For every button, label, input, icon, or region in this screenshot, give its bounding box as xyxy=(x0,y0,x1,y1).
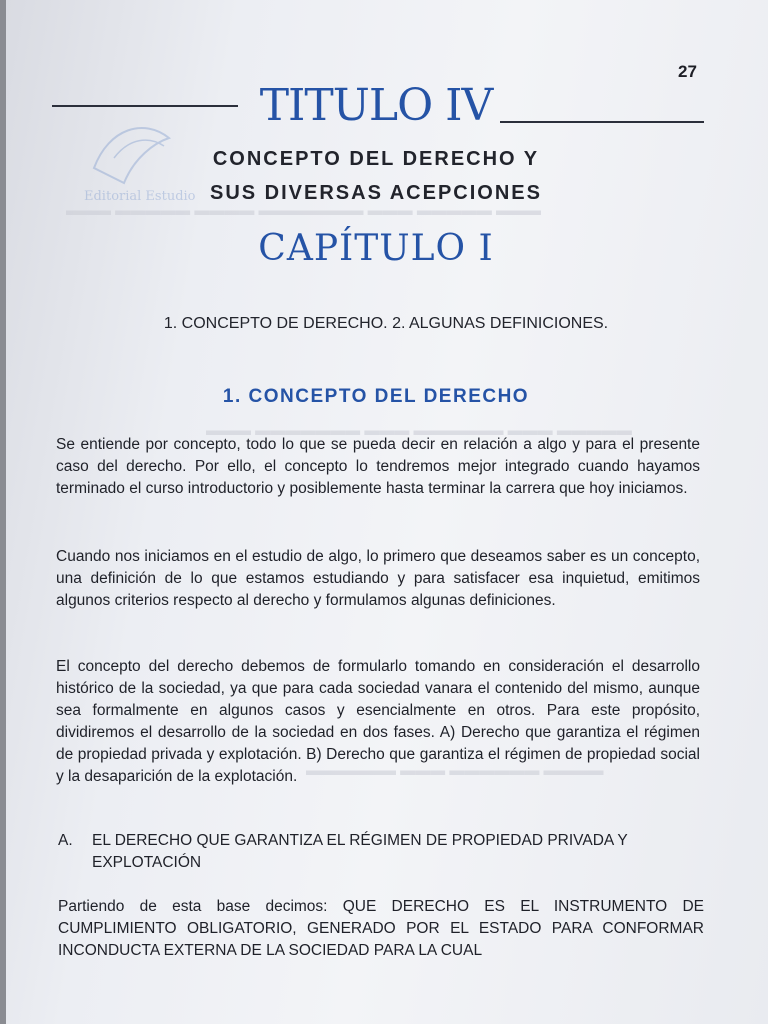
chapter-title: CAPÍTULO I xyxy=(258,228,494,269)
svg-text:Editorial Estudio: Editorial Estudio xyxy=(84,189,196,204)
list-item-text: EL DERECHO QUE GARANTIZA EL RÉGIMEN DE PROPIEDAD PRIVADA Y EXPLOTACIÓN xyxy=(92,832,628,871)
bleed-through-text: ▬▬▬ ▬▬▬▬▬ ▬▬▬ ▬▬▬▬▬▬▬ ▬▬▬▬ ▬▬▬▬▬ ▬▬▬ xyxy=(66,202,542,219)
list-item-a xyxy=(58,830,703,874)
bleed-through-text: ▬▬▬▬▬ ▬▬▬ ▬▬▬▬▬▬ ▬▬▬ ▬▬▬▬▬▬▬ ▬▬▬ xyxy=(206,422,632,439)
part-title: TITULO IV xyxy=(259,80,493,131)
paragraph-2: Cuando nos iniciamos en el estudio de algo, lo primero que deseamos saber es un concepto, una definición de lo que estamos estudiando y para satisfacer esa inquietud, emitimos algunos criterios respecto al derecho y formulamos algunas definiciones. xyxy=(56,548,700,609)
bleed-through-text: ▬▬▬▬ ▬▬▬▬▬▬ ▬▬▬ ▬▬▬▬▬▬ xyxy=(306,762,604,779)
list-item-marker: A. xyxy=(58,832,73,849)
final-paragraph: Partiendo de esta base decimos: QUE DERECHO ES EL INSTRUMENTO DE CUMPLIMIENTO OBLIGATORIO, GENERADO POR EL ESTADO PARA CONFORMAR INCONDUCTA EXTERNA DE LA SOCIEDAD PARA LA CUAL xyxy=(58,898,704,959)
sections-list: 1. CONCEPTO DE DERECHO. 2. ALGUNAS DEFINICIONES. xyxy=(163,315,609,332)
subtitle-line-1: CONCEPTO DEL DERECHO Y xyxy=(212,148,540,170)
part-subtitle xyxy=(6,142,746,210)
book-page xyxy=(6,0,768,1024)
section-heading: 1. CONCEPTO DEL DERECHO xyxy=(222,386,530,407)
page-number: 27 xyxy=(678,62,697,81)
subtitle-line-2: SUS DIVERSAS ACEPCIONES xyxy=(210,182,542,204)
paragraph-1: Se entiende por concepto, todo lo que se pueda decir en relación a algo y para el presente caso del derecho. Por ello, el concepto lo tendremos mejor integrado cuando hayamos terminado el curso introductorio y posiblemente hasta terminar la carrera que hoy iniciamos. xyxy=(56,436,700,497)
paragraph-3: El concepto del derecho debemos de formularlo tomando en consideración el desarrollo histórico de la sociedad, ya que para cada sociedad vanara el contenido del mismo, aunque sea formalmente en algunos casos y esencialmente en otros. Para este propósito, dividiremos el desarrollo de la sociedad en dos fases. A) Derecho que garantiza el régimen de propiedad privada y explotación. B) Derecho que garantiza el régimen de propiedad social y la desaparición de la explotación. xyxy=(56,658,700,785)
